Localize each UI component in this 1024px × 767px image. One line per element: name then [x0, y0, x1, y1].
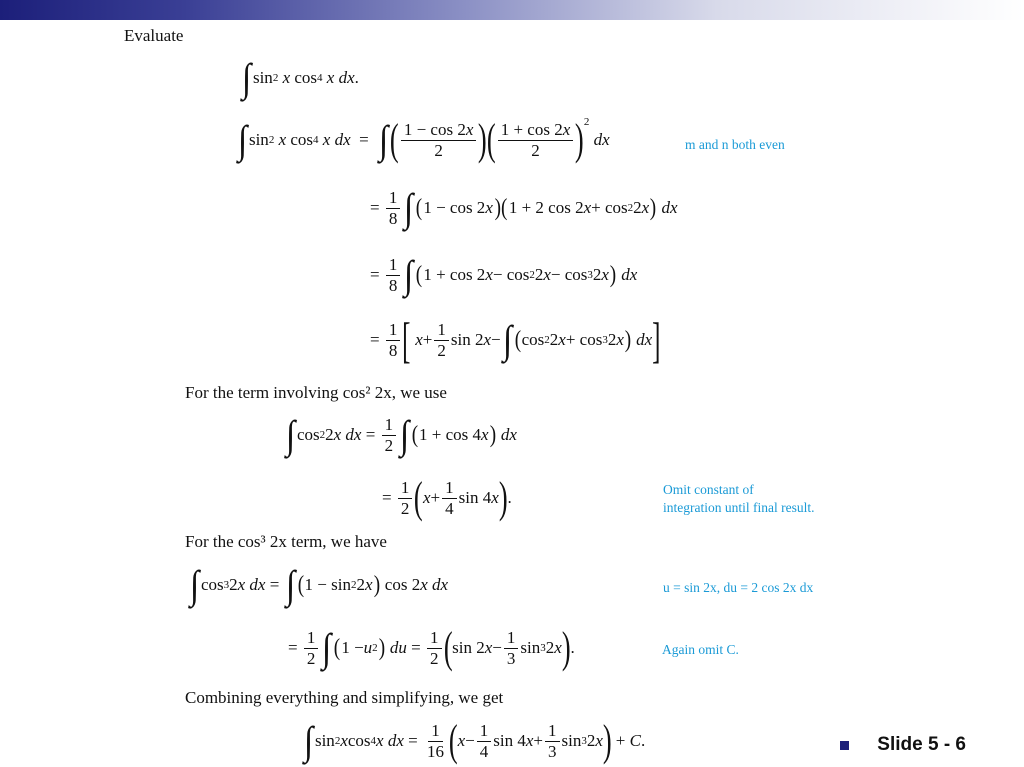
note-omit-line-1: Omit constant of: [663, 482, 754, 497]
problem-integral: ∫ sin 2 x cos 4 x dx .: [241, 55, 359, 100]
note-substitution: u = sin 2x, du = 2 cos 2x dx: [663, 580, 814, 595]
slide-footer: [840, 734, 966, 756]
step-2-equation: = $\frac{1}{8}$ ∫ ( 1 − cos 2 x )( 1 + 2 cos 2 x + cos 2 2 x ) dx: [370, 185, 678, 231]
slide-number: 5 - 6: [927, 734, 966, 755]
combining-text: Combining everything and simplifying, we get: [185, 688, 504, 707]
slide-label: Slide: [877, 734, 923, 755]
step-4-equation: = $\frac{1}{8}$ [ x + $\frac{1}{2}$ sin 2 x − ∫ ( cos 2 2 x + cos 3 2 x ) dx ]: [370, 312, 661, 368]
cos3-result-equation: = $\frac{1}{2}$ ∫ ( 1 − u 2 ) du = $\frac{1}{2}$ ( sin 2 x − $\frac{1}{3}$ sin 3 2 x ) .: [288, 623, 575, 672]
title-gradient-bar: [0, 0, 1024, 20]
cos3-term-text: For the cos³ 2x term, we have: [185, 532, 387, 551]
square-bullet-icon: [840, 741, 849, 750]
cos2-integral-equation: ∫ cos 2 2 x dx = $\frac{1}{2}$ ∫ ( 1 + cos 4 x ) dx: [285, 412, 517, 458]
note-omit-constant: [663, 481, 814, 517]
step-1-equation: ∫ sin 2 x cos 4 x dx = ∫ ( $\frac{1 - \cos 2x}{2}$ ) ( $\frac{1 + \cos 2x}{2}$ ) $^2$ dx: [237, 115, 610, 164]
final-result-equation: ∫ sin 2 x cos 4 x dx = $\frac{1}{16}$ ( x − $\frac{1}{4}$ sin 4 x + $\frac{1}{3}$ sin 3 2 x ) + C .: [303, 716, 646, 765]
cos2-result-equation: = $\frac{1}{2}$ ( x + $\frac{1}{4}$ sin 4 x ) .: [382, 473, 512, 522]
step-3-equation: = $\frac{1}{8}$ ∫ ( 1 + cos 2 x − cos 2 2 x − cos 3 2 x ) dx: [370, 252, 638, 298]
cos2-term-text: For the term involving cos² 2x, we use: [185, 383, 447, 402]
note-again-omit: Again omit C.: [662, 642, 739, 657]
note-both-even: m and n both even: [685, 137, 785, 152]
evaluate-label: Evaluate: [124, 26, 184, 45]
note-omit-line-2: integration until final result.: [663, 500, 815, 515]
cos3-integral-equation: ∫ cos 3 2 x dx = ∫ ( 1 − sin 2 2 x ) cos 2 x dx: [189, 562, 449, 607]
